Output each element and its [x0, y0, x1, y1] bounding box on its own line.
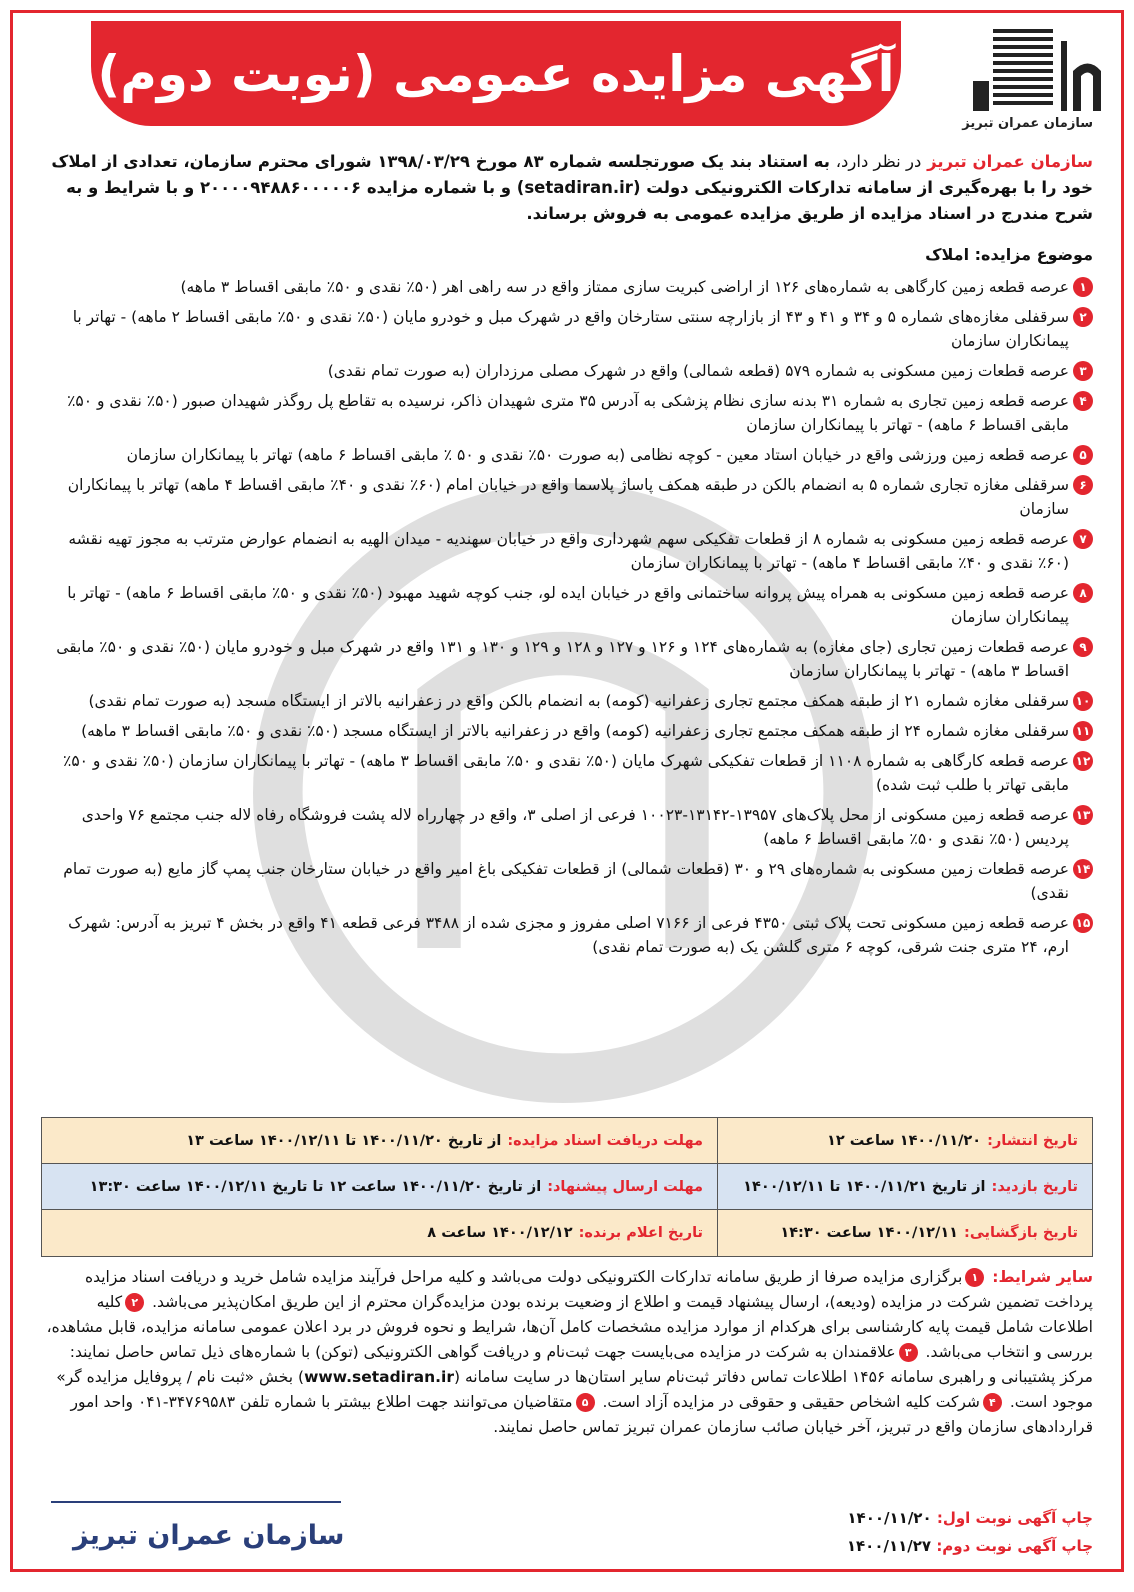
- list-item: [41, 857, 1093, 905]
- item-text: عرصه قطعه زمین تجاری به شماره ۳۱ بدنه سازی نظام پزشکی به آدرس ۳۵ متری شهیدان ذاکر، نرسیده به تقاطع پل روگذر شهیدان صبور (۵۰٪ نقدی و ۵۰٪ مابقی اقساط ۶ ماهه) - تهاتر با پیمانکاران سازمان: [67, 392, 1069, 434]
- item-number-badge: ۶: [1073, 475, 1093, 495]
- organization-logo: [933, 21, 1113, 133]
- opening-date-cell: تاریخ بازگشایی: ۱۴۰۰/۱۲/۱۱ ساعت ۱۴:۳۰: [717, 1210, 1092, 1256]
- buildings-icon: [933, 21, 1113, 116]
- list-item: [41, 473, 1093, 521]
- signature-divider: [51, 1501, 341, 1503]
- table-row: [42, 1210, 1092, 1256]
- item-text: سرقفلی مغازه‌های شماره ۵ و ۳۴ و ۴۱ و ۴۳ از بازارچه سنتی ستارخان واقع در شهرک مبل و خودرو مایان (۵۰٪ نقدی و ۵۰٪ مابقی اقساط ۲ ماهه) - تهاتر با پیمانکاران سازمان: [72, 308, 1069, 350]
- item-number-badge: ۱۲: [1073, 751, 1093, 771]
- item-text: عرصه قطعه زمین ورزشی واقع در خیابان استاد معین - کوچه نظامی (به صورت ۵۰٪ نقدی و ۵۰ ٪ مابقی اقساط ۶ ماهه) تهاتر با پیمانکاران سازمان: [126, 446, 1069, 464]
- second-print-date: چاپ آگهی نوبت دوم: ۱۴۰۰/۱۱/۲۷: [846, 1537, 1093, 1555]
- item-number-badge: ۱۳: [1073, 805, 1093, 825]
- table-row: [42, 1118, 1092, 1164]
- subject-value: املاک: [925, 245, 970, 264]
- condition-5: متقاضیان می‌توانند جهت اطلاع بیشتر با شماره تلفن ۳۴۷۶۹۵۸۳-۰۴۱ واحد امور قراردادهای سازمان واقع در تبریز، آخر خیابان صائب سازمان عمران تبریز تماس حاصل نمایند.: [70, 1393, 1093, 1436]
- schedule-table: [41, 1117, 1093, 1257]
- list-item: [41, 305, 1093, 353]
- signature: سازمان عمران تبریز: [73, 1520, 345, 1551]
- intro-part-1: در نظر دارد،: [835, 152, 922, 171]
- item-number-badge: ۴: [1073, 391, 1093, 411]
- intro-paragraph: [41, 149, 1093, 227]
- item-text: عرصه قطعات زمین مسکونی به شماره ۵۷۹ (قطعه شمالی) واقع در شهرک مصلی مرزداران (به صورت تمام نقدی): [327, 362, 1069, 380]
- item-number-badge: ۷: [1073, 529, 1093, 549]
- item-number-badge: ۱: [1073, 277, 1093, 297]
- list-item: [41, 803, 1093, 851]
- condition-number-badge: ۵: [576, 1393, 595, 1412]
- list-item: [41, 389, 1093, 437]
- list-item: [41, 443, 1093, 467]
- condition-3a: علاقمندان به شرکت در مزایده می‌بایست جهت ثبت‌نام و دریافت گواهی الکترونیکی (توکن) با شماره‌های ذیل تماس حاصل نمایند: مرکز پشتیبانی و راهبری سامانه ۱۴۵۶ اطلاعات تماس دفاتر ثبت‌نام سایر استان‌ها در سایت سامانه (: [69, 1343, 1093, 1386]
- publish-date-cell: تاریخ انتشار: ۱۴۰۰/۱۱/۲۰ ساعت ۱۲: [717, 1118, 1092, 1163]
- conditions-label: سایر شرایط:: [992, 1268, 1093, 1286]
- list-item: [41, 581, 1093, 629]
- title-banner: [91, 21, 901, 126]
- item-number-badge: ۹: [1073, 637, 1093, 657]
- item-number-badge: ۵: [1073, 445, 1093, 465]
- condition-number-badge: ۳: [899, 1343, 918, 1362]
- item-number-badge: ۱۰: [1073, 691, 1093, 711]
- item-number-badge: ۲: [1073, 307, 1093, 327]
- visit-date-cell: تاریخ بازدید: از تاریخ ۱۴۰۰/۱۱/۲۱ تا ۱۴۰۰/۱۲/۱۱: [717, 1164, 1092, 1209]
- winner-date-cell: تاریخ اعلام برنده: ۱۴۰۰/۱۲/۱۲ ساعت ۸: [427, 1225, 703, 1241]
- item-text: عرصه قطعه زمین مسکونی به همراه پیش پروانه ساختمانی واقع در خیابان ایده لو، جنب کوچه شهید مهبود (۵۰٪ نقدی و ۵۰٪ مابقی اقساط ۶ ماهه) - تهاتر با پیمانکاران سازمان: [67, 584, 1069, 626]
- logo-caption: سازمان عمران تبریز: [962, 116, 1093, 131]
- docs-deadline-cell: مهلت دریافت اسناد مزایده: از تاریخ ۱۴۰۰/۱۱/۲۰ تا ۱۴۰۰/۱۲/۱۱ ساعت ۱۳: [186, 1132, 703, 1149]
- list-item: [41, 749, 1093, 797]
- notice-page: [10, 10, 1124, 1572]
- item-text: عرصه قطعه زمین مسکونی تحت پلاک ثبتی ۴۳۵۰ فرعی از ۷۱۶۶ اصلی مفروز و مجزی شده از ۳۴۸۸ فرعی قطعه ۴۱ واقع در بخش ۴ تبریز به آدرس: شهرک ارم، ۲۴ متری جنت شرقی، کوچه ۶ متری گلشن یک (به صورت تمام نقدی): [68, 914, 1069, 956]
- condition-number-badge: ۱: [965, 1268, 984, 1287]
- item-number-badge: ۱۵: [1073, 913, 1093, 933]
- list-item: [41, 359, 1093, 383]
- header: [21, 21, 1113, 133]
- setadiran-link[interactable]: www.setadiran.ir: [304, 1368, 454, 1386]
- item-text: سرقفلی مغازه شماره ۲۱ از طبقه همکف مجتمع تجاری زعفرانیه (کومه) به انضمام بالکن واقع در زعفرانیه بالاتر از ایستگاه مسجد (به صورت تمام نقدی): [88, 692, 1069, 710]
- list-item: [41, 911, 1093, 959]
- list-item: [41, 719, 1093, 743]
- list-item: [41, 689, 1093, 713]
- offer-deadline-cell: مهلت ارسال پیشنهاد: از تاریخ ۱۴۰۰/۱۱/۲۰ ساعت ۱۲ تا تاریخ ۱۴۰۰/۱۲/۱۱ ساعت ۱۳:۳۰: [89, 1178, 703, 1195]
- first-print-date: چاپ آگهی نوبت اول: ۱۴۰۰/۱۱/۲۰: [847, 1509, 1093, 1527]
- list-item: [41, 635, 1093, 683]
- item-text: سرقفلی مغازه تجاری شماره ۵ به انضمام بالکن در طبقه همکف پاساژ پلاسما واقع در خیابان امام (۶۰٪ نقدی و ۴۰٪ مابقی اقساط ۴ ماهه) تهاتر با پیمانکاران سازمان: [67, 476, 1069, 518]
- condition-1: برگزاری مزایده صرفا از طریق سامانه تدارکات الکترونیکی دولت می‌باشد و کلیه مراحل فرآیند مزایده شامل خرید و دریافت اسناد مزایده پرداخت تضمین شرکت در مزایده (ودیعه)، ارسال پیشنهاد قیمت و اطلاع از وضعیت برنده بودن مزایده‌گران محترم از این طریق امکان‌پذیر می‌باشد.: [84, 1268, 1093, 1311]
- condition-3b: ) بخش «ثبت نام / پروفایل مزایده گر» موجود است.: [56, 1368, 1093, 1411]
- item-text: عرصه قطعه زمین مسکونی به شماره ۸ از قطعات تفکیکی سهم شهرداری واقع در خیابان سهندیه - میدان الهیه به انضمام عوارض مترتب به مجوز تهیه نقشه (۶۰٪ نقدی و ۴۰٪ مابقی اقساط ۴ ماهه) - تهاتر با پیمانکاران سازمان: [68, 530, 1069, 572]
- item-number-badge: ۳: [1073, 361, 1093, 381]
- condition-number-badge: ۲: [125, 1293, 144, 1312]
- item-text: سرقفلی مغازه شماره ۲۴ از طبقه همکف مجتمع تجاری زعفرانیه (کومه) واقع در زعفرانیه بالاتر از ایستگاه مسجد (۵۰٪ نقدی و ۵۰٪ مابقی اقساط ۳ ماهه): [81, 722, 1069, 740]
- item-number-badge: ۱۱: [1073, 721, 1093, 741]
- auction-subject: [925, 245, 1093, 264]
- property-list: [41, 275, 1093, 965]
- condition-2: کلیه اطلاعات شامل قیمت پایه کارشناسی برای هرکدام از موارد مزایده مشخصات کامل آن‌ها، شرایط و نحوه فروش در برد اعلان عمومی سامانه مزایده، قابل مشاهده، بررسی و انتخاب می‌باشد.: [46, 1293, 1093, 1361]
- org-name: سازمان عمران تبریز: [927, 152, 1093, 171]
- other-conditions: [41, 1265, 1093, 1440]
- condition-4: شرکت کلیه اشخاص حقیقی و حقوقی در مزایده آزاد است.: [602, 1393, 980, 1411]
- item-text: عرصه قطعه زمین کارگاهی به شماره‌های ۱۲۶ از اراضی کبریت سازی ممتاز واقع در سه راهی اهر (۵۰٪ نقدی و ۵۰٪ مابقی اقساط ۳ ماهه): [180, 278, 1069, 296]
- item-text: عرصه قطعه کارگاهی به شماره ۱۱۰۸ از قطعات تفکیکی شهرک مایان (۵۰٪ نقدی و ۵۰٪ مابقی اقساط ۳ ماهه) - تهاتر با پیمانکاران سازمان (۵۰٪ نقدی و ۵۰٪ مابقی تهاتر با طلب ثبت شده): [63, 752, 1069, 794]
- subject-label: موضوع مزایده:: [974, 245, 1093, 264]
- item-number-badge: ۱۴: [1073, 859, 1093, 879]
- intro-part-2: به استناد بند یک صورتجلسه شماره ۸۳ مورخ ۱۳۹۸/۰۳/۲۹ شورای محترم سازمان، تعدادی از املاک خود را با بهره‌گیری از سامانه تدارکات الکترونیکی دولت (setadiran.ir) و با شماره مزایده ۲۰۰۰۰۹۴۸۸۶۰۰۰۰۰۶ و با شرایط و به شرح مندرج در اسناد مزایده از طریق مزایده عمومی به فروش برساند.: [51, 152, 1093, 223]
- page-title: آگهی مزایده عمومی (نوبت دوم): [97, 44, 895, 103]
- item-text: عرصه قطعه زمین مسکونی از محل پلاک‌های ۱۳۹۵۷-۱۳۱۴۲-۱۰۰۲۳ فرعی از اصلی ۳، واقع در چهارراه لاله پشت فروشگاه رفاه لاله جنب مجتمع ۷۶ واحدی پردیس (۵۰٪ نقدی و ۵۰٪ مابقی اقساط ۶ ماهه): [81, 806, 1069, 848]
- condition-number-badge: ۴: [983, 1393, 1002, 1412]
- list-item: [41, 275, 1093, 299]
- table-row: [42, 1164, 1092, 1210]
- item-number-badge: ۸: [1073, 583, 1093, 603]
- list-item: [41, 527, 1093, 575]
- item-text: عرصه قطعات زمین تجاری (جای مغازه) به شماره‌های ۱۲۴ و ۱۲۶ و ۱۲۷ و ۱۲۸ و ۱۲۹ و ۱۳۰ و ۱۳۱ واقع در شهرک مبل و خودرو مایان (۵۰٪ نقدی و ۵۰٪ مابقی اقساط ۳ ماهه) - تهاتر با پیمانکاران سازمان: [56, 638, 1069, 680]
- item-text: عرصه قطعات زمین مسکونی به شماره‌های ۲۹ و ۳۰ (قطعات شمالی) از قطعات تفکیکی باغ امیر واقع در خیابان ستارخان جنب پمپ گاز مایع (به صورت تمام نقدی): [63, 860, 1069, 902]
